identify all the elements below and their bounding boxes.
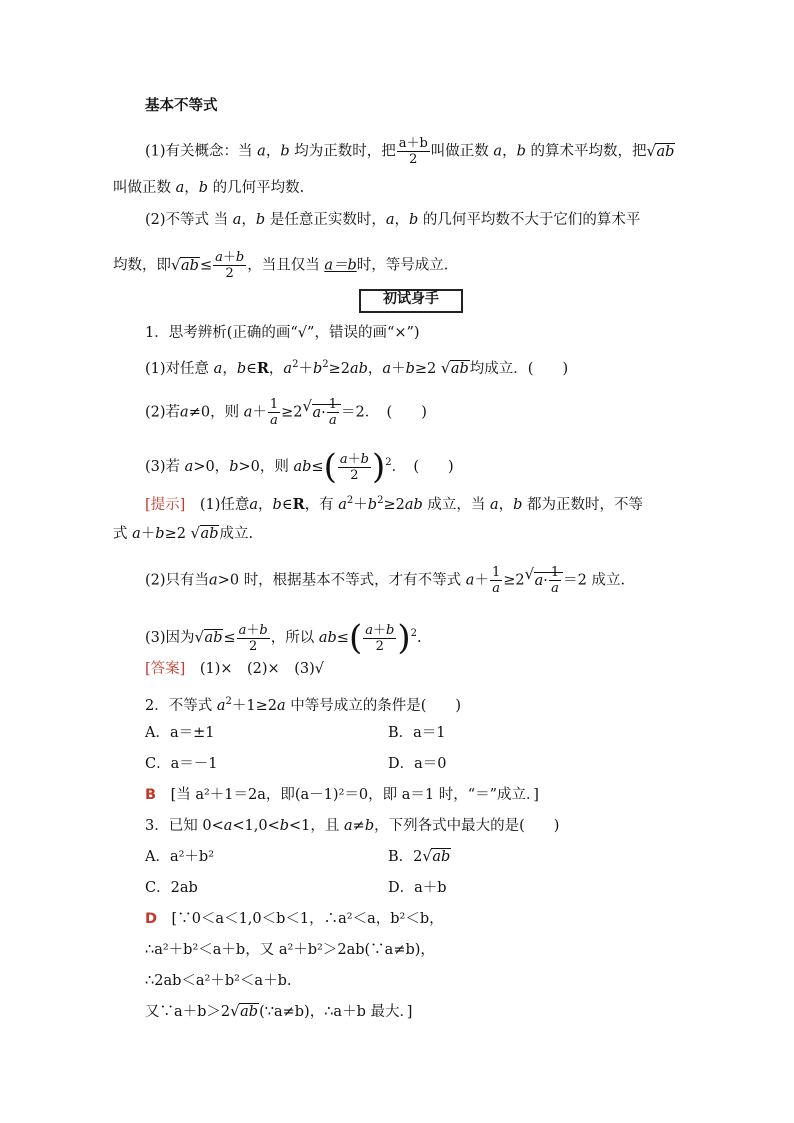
hint-line-1: [提示] (1)任意a，b∈R，有 $a^2+b^2\ge 2ab$ 成立，当 a，b 都为正数时，不等 xyxy=(145,495,644,513)
q3-option-a: A．a²＋b² xyxy=(145,849,215,865)
q3-answer-line-1: D [∵0＜a＜1,0＜b＜1，∴a²＜a，b²＜b， xyxy=(145,911,444,927)
hint-line-2: 式 a＋b≥2 √ ab成立. xyxy=(113,524,253,544)
q2-option-d: D．a＝0 xyxy=(388,756,447,772)
q2-option-c: C．a＝－1 xyxy=(145,756,218,772)
q2-title: 2．不等式 $a^2+1\ge 2a$ 中等号成立的条件是( ) xyxy=(145,696,462,714)
q1-statement-1: (1)对任意 a，b∈R，$a^2+b^2\ge 2ab$，a＋b≥2 √ ab均成立．( ) xyxy=(145,355,568,379)
q2-option-b: B．a＝1 xyxy=(388,725,446,741)
concept-line-2: 叫做正数 a，b 的几何平均数. xyxy=(113,180,305,196)
inequality-line-2: 均数，即√ ab≤ $\frac{a+b}{2}$ ，当且仅当 a＝b时，等号成立. xyxy=(113,250,448,281)
q3-title: 3．已知 0<a<1,0<b<1，且 a≠b，下列各式中最大的是( ) xyxy=(145,818,560,834)
q3-answer-line-4: 又∵a＋b＞2√ ab(∵a≠b)，∴a＋b 最大．] xyxy=(145,1002,412,1022)
sqrt-ab: √ ab xyxy=(646,142,675,162)
q1-title: 1．思考辨析(正确的画“√”，错误的画“×”) xyxy=(145,325,420,341)
q3-option-b: B．2√ ab xyxy=(388,847,451,867)
fraction-mean: $\frac{a+b}{2}$ xyxy=(398,136,428,167)
q3-option-c: C．2ab xyxy=(145,880,198,896)
q2-answer: B [当 a²＋1＝2a，即(a－1)²＝0，即 a＝1 时，“＝”成立．] xyxy=(145,787,539,803)
q1-statement-2: (2)若a≠0，则 a＋ $\frac{1}{a}$ ≥2√ a· $\frac{1}{a}$ ＝2． ( ) xyxy=(145,397,427,428)
section-badge: 初试身手 xyxy=(359,289,463,313)
hint-line-4: (3)因为√ ab≤ $\frac{a+b}{2}$ ，所以 ab≤( $\frac{a+b}{2}$ )$^2$. xyxy=(145,620,422,656)
concept-line-1: (1)有关概念：当 a，b 均为正数时，把 $\frac{a+b}{2}$ 叫做正数 a，b 的算术平均数，把√ ab xyxy=(145,136,675,167)
inequality-line-1: (2)不等式 当 a，b 是任意正实数时，a，b 的几何平均数不大于它们的算术平 xyxy=(145,212,641,228)
hint-line-3: (2)只有当a>0 时，根据基本不等式，才有不等式 a＋ $\frac{1}{a}$ ≥2√ a· $\frac{1}{a}$ ＝2 成立. xyxy=(145,565,625,596)
answer-line: [答案] (1)× (2)× (3)√ xyxy=(145,661,324,677)
q2-option-a: A．a＝±1 xyxy=(145,725,215,741)
q3-answer-line-2: ∴a²＋b²＜a＋b，又 a²＋b²＞2ab(∵a≠b)， xyxy=(145,942,435,958)
section-title: 基本不等式 xyxy=(145,98,218,114)
q1-statement-3: (3)若 a>0，b>0，则 ab≤( $\frac{a+b}{2}$ )$^2$． ( ) xyxy=(145,447,454,487)
q3-option-d: D．a＋b xyxy=(388,880,447,896)
q3-answer-line-3: ∴2ab＜a²＋b²＜a＋b. xyxy=(145,973,292,989)
